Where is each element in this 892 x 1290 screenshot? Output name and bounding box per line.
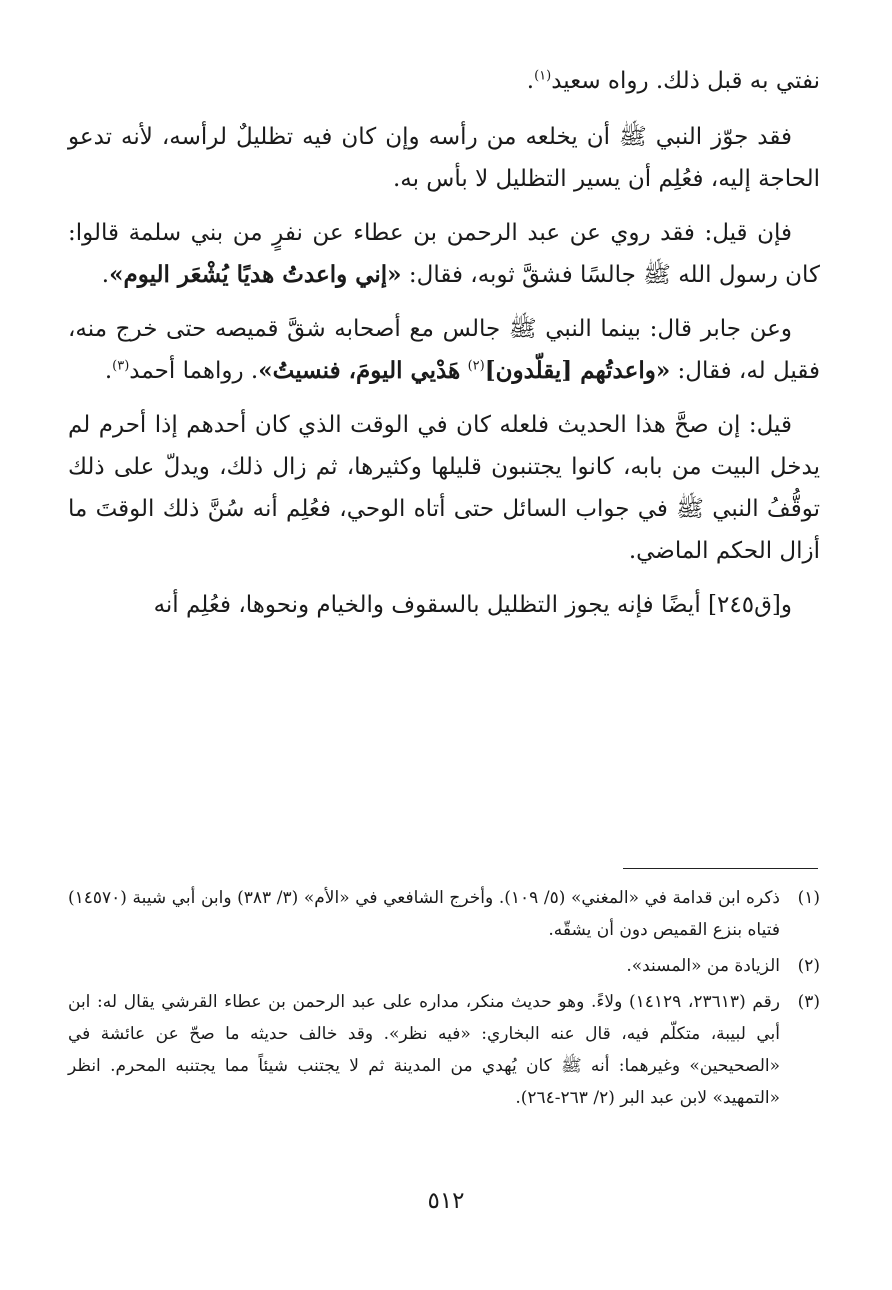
- hadith-quote-1: «إني واعدتُ هديًا يُشْعَر اليوم»: [109, 261, 402, 288]
- footnote-1-text: ذكره ابن قدامة في «المغني» (٥/ ١٠٩). وأخرج الشافعي في «الأم» (٣/ ٣٨٣) وابن أبي شيبة (١٤٥٧٠) فتياه بنزع القميص دون أن يشقّه.: [68, 888, 780, 940]
- paragraph-5-text: قيل: إن صحَّ هذا الحديث فلعله كان في الوقت الذي كان أحدهم إذا أحرم لم يدخل البيت من بابه، كانوا يجتنبون قليلها وكثيرها، ثم زال ذلك، ويدلّ على ذلك توقُّفُ النبي ﷺ في جواب السائل حتى أتاه الوحي، فعُلِم أنه سُنَّ ذلك الوقتَ ما أزال الحكم الماضي.: [68, 412, 820, 564]
- paragraph-5: [68, 404, 820, 572]
- paragraph-4-mid: . رواهما أحمد: [129, 358, 259, 384]
- paragraph-6-text: و[ق٢٤٥] أيضًا فإنه يجوز التظليل بالسقوف والخيام ونحوها، فعُلِم أنه: [153, 592, 792, 618]
- paragraph-3-end: .: [101, 262, 110, 288]
- footnote-2-text: الزيادة من «المسند».: [626, 956, 780, 976]
- paragraph-2-text: فقد جوّز النبي ﷺ أن يخلعه من رأسه وإن كان فيه تظليلٌ لرأسه، لأنه تدعو الحاجة إليه، فعُلِم أن يسير التظليل لا بأس به.: [68, 124, 820, 192]
- footnote-2: [68, 950, 820, 982]
- footnote-ref-2[interactable]: (٢): [467, 358, 485, 374]
- footnote-3: [68, 986, 820, 1114]
- paragraph-3: [68, 212, 820, 296]
- paragraph-6: [68, 584, 820, 626]
- paragraph-1-text: نفتي به قبل ذلك. رواه سعيد: [551, 68, 820, 94]
- footnote-3-number: (٣): [797, 992, 820, 1012]
- page-number: ٥١٢: [427, 1188, 465, 1214]
- footnote-2-number: (٢): [797, 956, 820, 976]
- footnote-1-number: (١): [797, 888, 820, 908]
- footnote-3-text: رقم (٢٣٦١٣، ١٤١٢٩) ولاءً. وهو حديث منكر، مداره على عبد الرحمن بن عطاء القرشي يقال له: ابن أبي لبيبة، متكلّم فيه، قال عنه البخاري: «فيه نظر». وقد خالف حديثه ما صحّ عن عائشة في «الصحيحين» وغيرهما: أنه ﷺ كان يُهدي من المدينة ثم لا يجتنب شيئاً مما يجتنبه المحرم. انظر «التمهيد» لابن عبد البر (٢/ ٢٦٣-٢٦٤).: [68, 992, 781, 1108]
- footnote-divider: [623, 868, 818, 869]
- hadith-quote-2a: «واعدتُهم [يقلّدون]: [484, 357, 671, 384]
- hadith-quote-2b: هَدْيي اليومَ، فنسيتُ»: [258, 357, 461, 384]
- paragraph-1-end: .: [526, 68, 535, 94]
- paragraph-4-end: .: [104, 358, 113, 384]
- paragraph-4: [68, 308, 820, 392]
- footnote-1: [68, 882, 820, 946]
- paragraph-3-text: فإن قيل: فقد روي عن عبد الرحمن بن عطاء عن نفرٍ من بني سلمة قالوا: كان رسول الله ﷺ جالسًا فشقَّ ثوبه، فقال:: [68, 220, 820, 288]
- paragraph-4-text: وعن جابر قال: بينما النبي ﷺ جالس مع أصحابه شقَّ قميصه حتى خرج منه، فقيل له، فقال:: [68, 316, 820, 384]
- paragraph-1: [68, 60, 820, 102]
- paragraph-2: [68, 116, 820, 200]
- page-body: [68, 60, 820, 638]
- footnote-ref-1[interactable]: (١): [534, 68, 552, 84]
- footnotes: [68, 882, 820, 1118]
- footnote-ref-3[interactable]: (٣): [112, 358, 130, 374]
